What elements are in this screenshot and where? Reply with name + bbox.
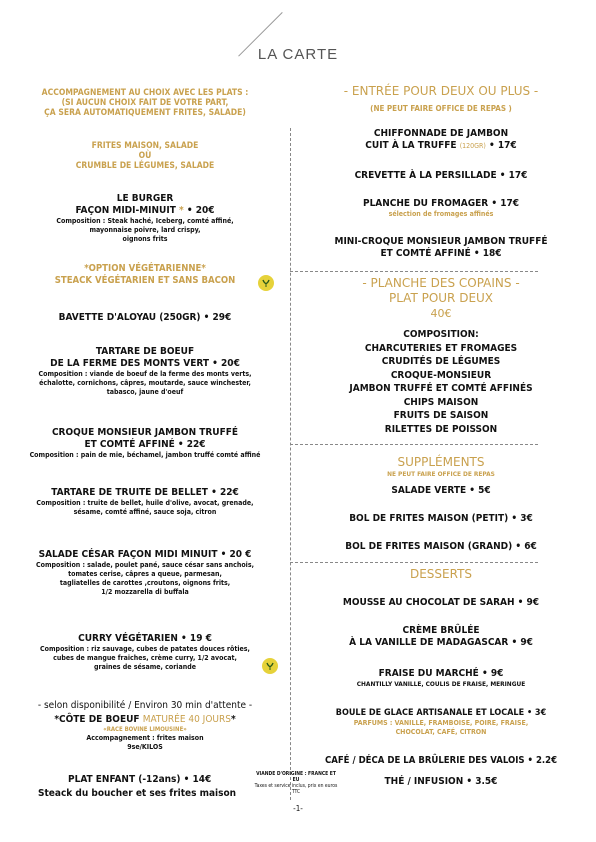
menu-item-creme-brulee (286, 625, 596, 649)
menu-item-enfant: PLAT ENFANT (-12ans) • 14€ (68, 774, 212, 785)
composition-item: COMPOSITION: (403, 329, 479, 340)
page-number: -1- (293, 804, 303, 813)
item-weight: (120GR) (459, 142, 486, 150)
item-name: TARTARE DE BOEUF (95, 346, 195, 357)
accomp-line: ACCOMPAGNEMENT AU CHOIX AVEC LES PLATS : (41, 88, 249, 98)
composition-item: CRUDITÉS DE LÉGUMES (381, 356, 501, 367)
item-composition: CHANTILLY VANILLE, COULIS DE FRAISE, MERINGUE (356, 680, 526, 688)
divider-right-3 (290, 562, 538, 563)
item-composition: Composition : salade, poulet pané, sauce césar sans anchois, (36, 561, 254, 569)
menu-item-frites-petit: BOL DE FRITES MAISON (PETIT) • 3€ (349, 513, 533, 524)
availability-note: - selon disponibilité / Environ 30 min d'attente - (37, 700, 253, 711)
item-name: *CÔTE DE BOEUF (54, 714, 143, 725)
asterisk: * (178, 205, 184, 216)
accompaniment-note (0, 88, 290, 118)
copains-composition (286, 328, 596, 436)
item-name: TARTARE DE TRUITE DE BELLET • 22€ (51, 487, 239, 498)
item-composition: Composition : truite de bellet, huile d'olive, avocat, grenade, (36, 499, 254, 507)
item-note: sélection de fromages affinés (388, 210, 494, 218)
item-composition: tagliatelles de carottes ,croutons, oignons frits, (59, 579, 231, 587)
item-composition: oignons frits (122, 235, 168, 243)
menu-item-chiffonnade (286, 128, 596, 152)
item-name: ET COMTÉ AFFINÉ • 22€ (84, 439, 206, 450)
item-composition: échalotte, cornichons, câpres, moutarde, sauce winchester, (39, 379, 251, 387)
divider-right-1 (290, 271, 538, 272)
accomp-line: (SI AUCUN CHOIX FAIT DE VOTRE PART, (61, 98, 229, 108)
item-price: • 17€ (485, 140, 517, 151)
item-composition: Composition : viande de boeuf de la ferme des monts verts, (38, 370, 252, 378)
item-name: PLANCHE DU FROMAGER • 17€ (362, 198, 520, 209)
item-name: CRÈME BRÛLÉE (402, 625, 480, 636)
composition-item: CROQUE-MONSIEUR (390, 369, 492, 381)
menu-item-fraise (286, 668, 596, 689)
item-composition: sésame, comté affiné, sauce soja, citron (73, 508, 217, 516)
supplements-note: NE PEUT FAIRE OFFICE DE REPAS (387, 470, 495, 478)
menu-item-crevette: CREVETTE À LA PERSILLADE • 17€ (354, 170, 528, 181)
item-composition: Composition : riz sauvage, cubes de patates douces rôties, (40, 645, 250, 653)
enfant-desc: Steack du boucher et ses frites maison (38, 788, 237, 799)
item-composition: 1/2 mozzarella di buffala (101, 588, 189, 596)
option-line: STEACK VÉGÉTARIEN ET SANS BACON (54, 275, 236, 286)
section-price: 40€ (430, 307, 452, 320)
menu-item-salade-cesar (0, 549, 290, 597)
item-name-line (0, 714, 290, 726)
item-price: • 20€ (186, 205, 215, 216)
side-choice (0, 141, 290, 171)
item-composition: graines de sésame, coriande (94, 663, 196, 671)
item-name: CROQUE MONSIEUR JAMBON TRUFFÉ (51, 427, 239, 438)
menu-item-cote-boeuf (0, 714, 290, 752)
composition-item: RILETTES DE POISSON (384, 423, 498, 435)
composition-item: CHARCUTERIES ET FROMAGES (364, 342, 518, 354)
item-name: À LA VANILLE DE MADAGASCAR • 9€ (349, 637, 533, 648)
entree-note: (NE PEUT FAIRE OFFICE DE REPAS ) (370, 104, 512, 113)
menu-item-croque (0, 427, 290, 460)
item-composition: tomates cerise, câpres a queue, parmesan, (68, 570, 222, 578)
asterisk: * (230, 714, 236, 725)
menu-item-boule-glace (286, 707, 596, 737)
menu-item-tartare-boeuf (0, 346, 290, 397)
accomp-line: ÇA SERA AUTOMATIQUEMENT FRITES, SALADE) (44, 108, 246, 118)
item-name: SALADE CÉSAR FAÇON MIDI MINUIT • 20 € (38, 549, 252, 560)
item-flavours: PARFUMS : VANILLE, FRAMBOISE, POIRE, FRAISE, (353, 719, 529, 727)
item-name: DE LA FERME DES MONTS VERT • 20€ (50, 358, 240, 369)
origin-line: Taxes et service inclus, prix en euros TTC (254, 783, 338, 795)
item-name: MINI-CROQUE MONSIEUR JAMBON TRUFFÉ (334, 236, 548, 247)
item-name: BOULE DE GLACE ARTISANALE ET LOCALE • 3€ (335, 708, 547, 718)
item-composition: Accompagnement : frites maison (86, 734, 204, 742)
page-title: LA CARTE (257, 46, 339, 63)
item-name-line2 (0, 205, 290, 217)
breed-note: «RACE BOVINE LIMOUSINE» (103, 726, 187, 733)
origin-line: VIANDE D'ORIGINE : FRANCE ET EU (256, 771, 336, 783)
item-composition: Composition : pain de mie, béchamel, jambon truffé comté affiné (29, 451, 261, 459)
menu-item-cafe: CAFÉ / DÉCA DE LA BRÛLERIE DES VALOIS • 2.2€ (324, 755, 558, 766)
menu-item-salade-verte: SALADE VERTE • 5€ (391, 485, 491, 496)
item-name: FAÇON MIDI-MINUIT (75, 205, 176, 216)
menu-item-tartare-truite (0, 487, 290, 517)
item-name: CUIT À LA TRUFFE (365, 140, 460, 151)
option-line: *OPTION VÉGÉTARIENNE* (84, 263, 206, 274)
vegetarian-leaf-icon (262, 658, 278, 674)
section-title-copains (286, 276, 596, 321)
side-choice-line: OÙ (138, 151, 152, 161)
composition-item: FRUITS DE SAISON (393, 410, 489, 421)
item-name: LE BURGER (116, 193, 174, 204)
item-name: ET COMTÉ AFFINÉ • 18€ (380, 248, 502, 259)
vegetarian-leaf-icon (258, 275, 274, 291)
menu-item-planche-fromager (286, 198, 596, 219)
divider-right-2 (290, 444, 538, 445)
composition-item: JAMBON TRUFFÉ ET COMTÉ AFFINÉS (349, 383, 533, 394)
menu-item-curry (0, 633, 290, 672)
section-title-supplements: SUPPLÉMENTS (397, 455, 485, 469)
item-composition: tabasco, jaune d'oeuf (106, 388, 184, 396)
item-name: FRAISE DU MARCHÉ • 9€ (378, 668, 504, 679)
item-composition: mayonnaise poivre, lard crispy, (89, 226, 201, 234)
item-name: CHIFFONNADE DE JAMBON (373, 128, 509, 139)
item-price: 9se/KILOS (127, 743, 163, 751)
menu-item-mini-croque (286, 236, 596, 260)
menu-item-the: THÉ / INFUSION • 3.5€ (384, 776, 498, 787)
menu-item-burger (0, 193, 290, 244)
menu-item-frites-grand: BOL DE FRITES MAISON (GRAND) • 6€ (345, 541, 537, 552)
item-flavours: CHOCOLAT, CAFÉ, CITRON (395, 728, 487, 736)
section-title-line: - PLANCHE DES COPAINS - (362, 276, 520, 290)
item-composition: cubes de mangue fraiches, crème curry, 1/2 avocat, (53, 654, 237, 662)
menu-item-mousse: MOUSSE AU CHOCOLAT DE SARAH • 9€ (342, 597, 540, 608)
item-name: CURRY VÉGÉTARIEN • 19 € (78, 633, 212, 644)
side-choice-line: FRITES MAISON, SALADE (91, 141, 199, 151)
section-title-line: PLAT POUR DEUX (388, 291, 494, 305)
item-name-line2 (286, 140, 596, 152)
item-name-highlight: MATURÉE 40 JOURS (142, 714, 231, 725)
side-choice-line: CRUMBLE DE LÉGUMES, SALADE (75, 161, 215, 171)
composition-item: CHIPS MAISON (403, 396, 479, 408)
vegetarian-option (0, 263, 290, 287)
menu-item-bavette: BAVETTE D'ALOYAU (250GR) • 29€ (58, 312, 232, 323)
section-title-entree: - ENTRÉE POUR DEUX OU PLUS - (343, 84, 539, 98)
item-composition: Composition : Steak haché, Iceberg, comté affiné, (56, 217, 234, 225)
section-title-desserts: DESSERTS (409, 567, 473, 581)
